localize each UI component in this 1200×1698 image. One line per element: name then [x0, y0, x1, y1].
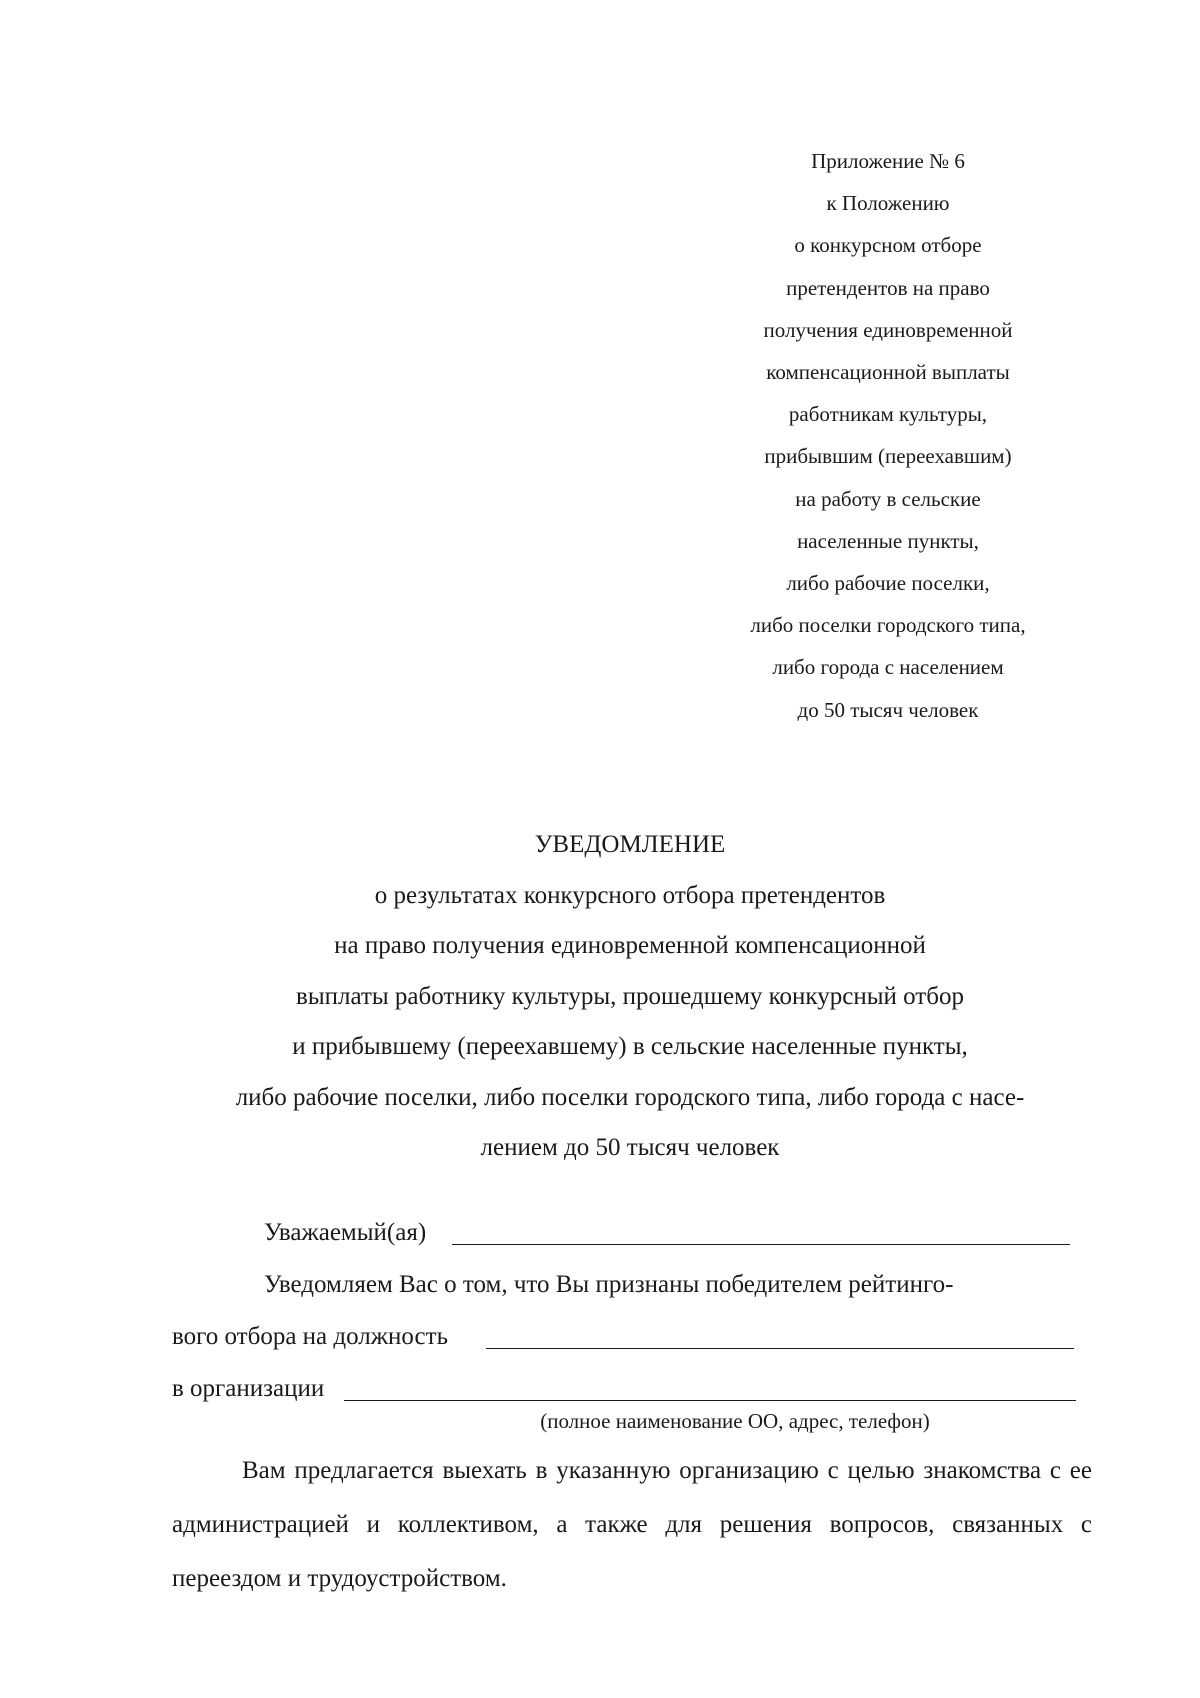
appendix-line: либо поселки городского типа, [750, 613, 1026, 638]
position-blank[interactable] [486, 1348, 1074, 1349]
notice-subtitle-line: либо рабочие поселки, либо поселки городского типа, либо города с насе- [235, 1083, 1025, 1111]
notice-heading: УВЕДОМЛЕНИЕ [534, 831, 726, 858]
organization-label: в организации [172, 1375, 325, 1402]
notify-text-line: Уведомляем Вас о том, что Вы признаны победителем рейтинго- [264, 1271, 954, 1298]
invitation-paragraph: Вам предлагается выехать в указанную организацию с целью знакомства с ее администрацией и коллективом, а также для решения вопросов, связанных с переездом и трудоустройством. [172, 1457, 1092, 1592]
appendix-line: работникам культуры, [788, 402, 988, 427]
notice-subtitle-line: и прибывшему (переехавшему) в сельские населенные пункты, [292, 1033, 968, 1060]
appendix-line: о конкурсном отборе [794, 233, 982, 258]
appendix-line: претендентов на право [786, 275, 990, 300]
organization-blank[interactable] [344, 1400, 1076, 1401]
appendix-line: к Положению [826, 191, 950, 216]
appendix-line: либо рабочие поселки, [786, 571, 990, 596]
appendix-line: Приложение № 6 [811, 149, 965, 173]
appendix-header [688, 140, 1088, 731]
notice-subtitle-line: выплаты работнику культуры, прошедшему конкурсный отбор [296, 982, 964, 1010]
notify-text-line: вого отбора на должность [172, 1323, 448, 1350]
organization-caption: (полное наименование ОО, адрес, телефон) [540, 1409, 930, 1433]
appendix-line: компенсационной выплаты [766, 360, 1010, 385]
notice-subtitle-line: лением до 50 тысяч человек [480, 1134, 780, 1161]
notice-title-block [150, 820, 1110, 1174]
recipient-name-blank[interactable] [452, 1244, 1070, 1245]
salutation-label: Уважаемый(ая) [264, 1219, 427, 1246]
appendix-line: получения единовременной [763, 317, 1013, 342]
appendix-line: либо города с населением [772, 655, 1004, 680]
appendix-line: на работу в сельские [795, 486, 981, 511]
notice-subtitle-line: о результатах конкурсного отбора претендентов [374, 881, 886, 909]
appendix-line: до 50 тысяч человек [797, 697, 979, 722]
appendix-line: прибывшим (переехавшим) [764, 444, 1012, 469]
notice-subtitle-line: на право получения единовременной компенсационной [334, 932, 926, 959]
appendix-line: населенные пункты, [797, 528, 979, 553]
